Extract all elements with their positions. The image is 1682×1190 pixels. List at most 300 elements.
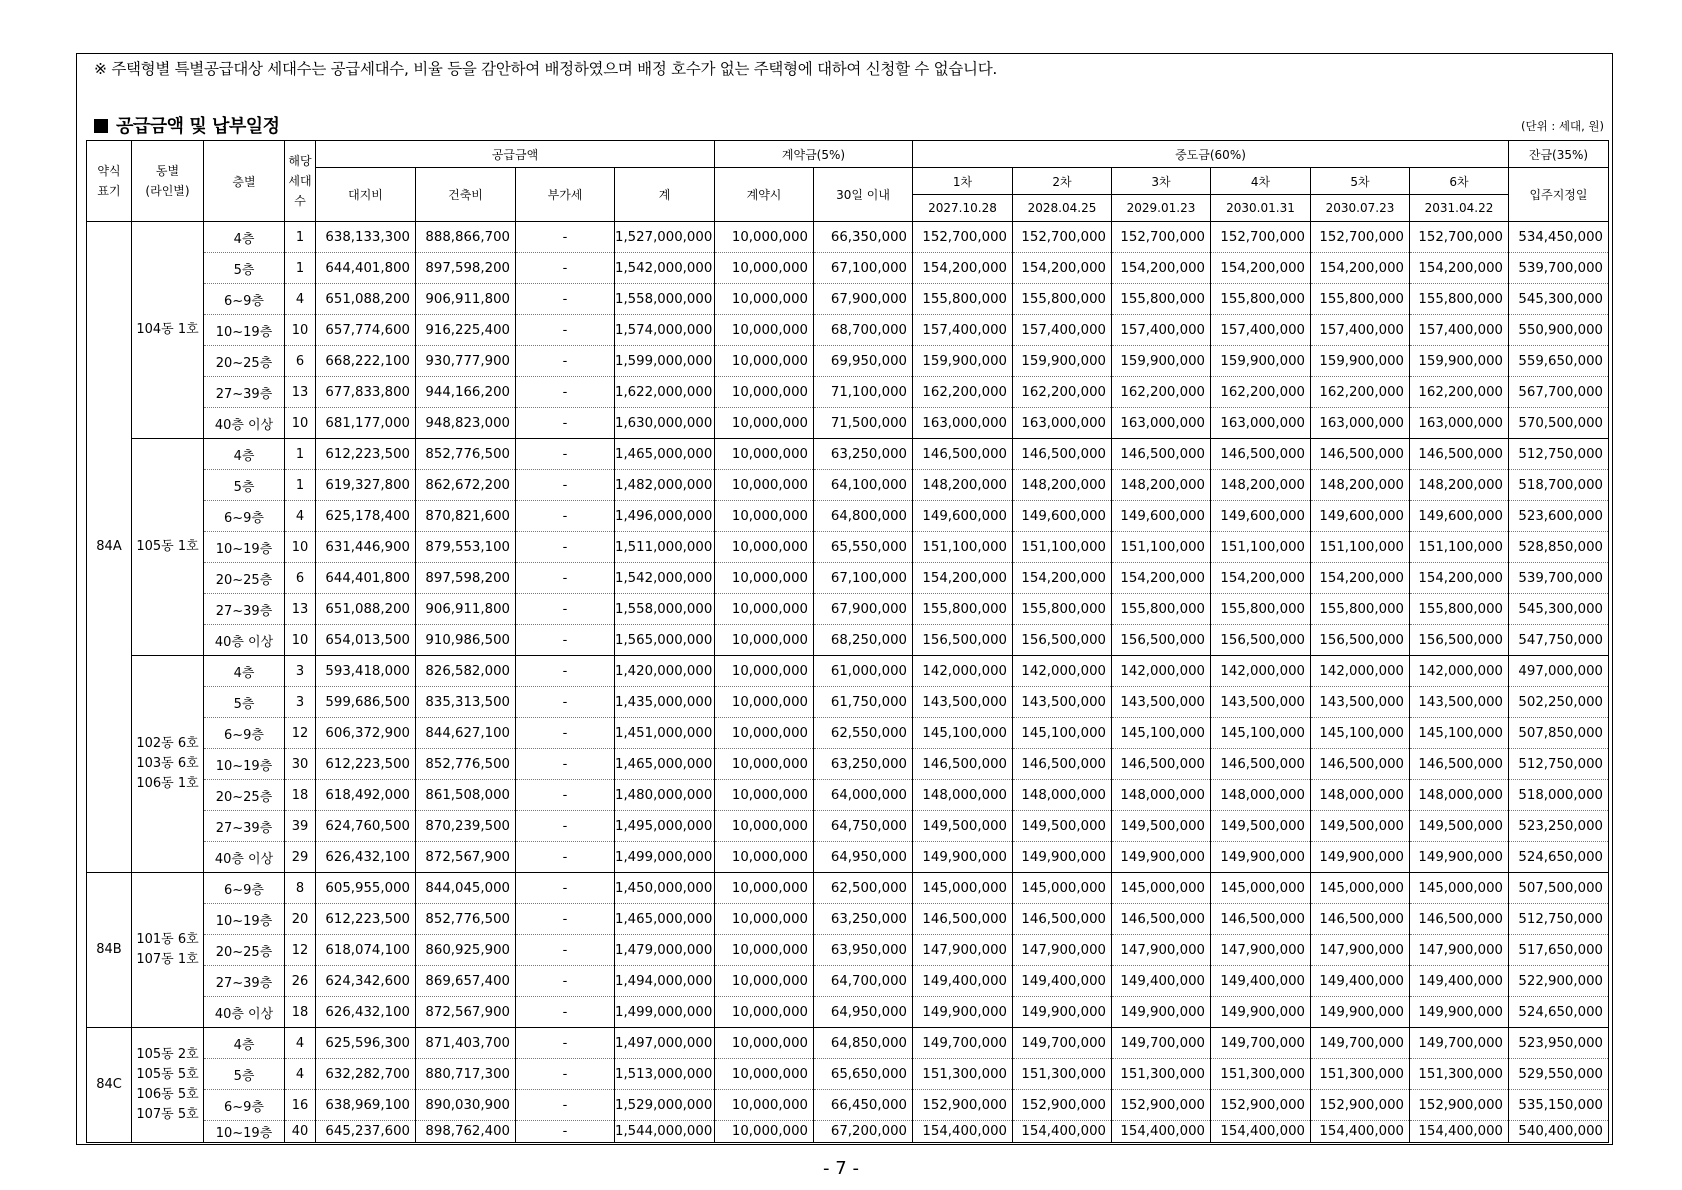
- middle-payment-cell-5: 145,000,000: [1311, 873, 1410, 904]
- total-cell: 1,450,000,000: [615, 873, 715, 904]
- balance-cell: 529,550,000: [1509, 1059, 1609, 1090]
- balance-cell: 550,900,000: [1509, 315, 1609, 346]
- middle-payment-cell-5: 151,100,000: [1311, 532, 1410, 563]
- middle-payment-cell-6: 163,000,000: [1410, 408, 1509, 439]
- middle-payment-cell-5: 155,800,000: [1311, 594, 1410, 625]
- middle-payment-cell-3: 149,600,000: [1112, 501, 1211, 532]
- table-row: [87, 718, 1609, 749]
- vat-cell: -: [516, 284, 615, 315]
- th-round-2: 2차: [1013, 168, 1112, 195]
- middle-payment-cell-4: 152,700,000: [1211, 222, 1311, 253]
- total-cell: 1,499,000,000: [615, 842, 715, 873]
- middle-payment-cell-3: 149,900,000: [1112, 997, 1211, 1028]
- vat-cell: -: [516, 997, 615, 1028]
- contract-cell: 10,000,000: [715, 904, 814, 935]
- middle-payment-cell-6: 149,600,000: [1410, 501, 1509, 532]
- table-row: [87, 1028, 1609, 1059]
- middle-payment-cell-5: 149,900,000: [1311, 842, 1410, 873]
- table-row: [87, 470, 1609, 501]
- land-cell: 644,401,800: [316, 253, 416, 284]
- middle-payment-cell-2: 157,400,000: [1013, 315, 1112, 346]
- middle-payment-cell-6: 148,200,000: [1410, 470, 1509, 501]
- table-row: [87, 222, 1609, 253]
- th-date-3: 2029.01.23: [1112, 195, 1211, 222]
- middle-payment-cell-1: 159,900,000: [913, 346, 1013, 377]
- households-cell: 40: [285, 1121, 316, 1143]
- contract-30day-cell: 63,950,000: [814, 935, 913, 966]
- land-cell: 644,401,800: [316, 563, 416, 594]
- middle-payment-cell-3: 152,900,000: [1112, 1090, 1211, 1121]
- contract-cell: 10,000,000: [715, 873, 814, 904]
- middle-payment-cell-5: 146,500,000: [1311, 749, 1410, 780]
- middle-payment-cell-4: 147,900,000: [1211, 935, 1311, 966]
- balance-cell: 522,900,000: [1509, 966, 1609, 997]
- middle-payment-cell-5: 149,600,000: [1311, 501, 1410, 532]
- table-row: [87, 966, 1609, 997]
- land-cell: 632,282,700: [316, 1059, 416, 1090]
- land-cell: 624,342,600: [316, 966, 416, 997]
- table-row: [87, 625, 1609, 656]
- building-cost-cell: 870,821,600: [416, 501, 516, 532]
- balance-cell: 570,500,000: [1509, 408, 1609, 439]
- th-floor: 층별: [204, 141, 285, 222]
- middle-payment-cell-5: 155,800,000: [1311, 284, 1410, 315]
- middle-payment-cell-3: 162,200,000: [1112, 377, 1211, 408]
- table-row: [87, 315, 1609, 346]
- vat-cell: -: [516, 1059, 615, 1090]
- square-bullet-icon: [94, 119, 108, 133]
- households-cell: 8: [285, 873, 316, 904]
- balance-cell: 559,650,000: [1509, 346, 1609, 377]
- middle-payment-cell-4: 162,200,000: [1211, 377, 1311, 408]
- middle-payment-cell-2: 154,400,000: [1013, 1121, 1112, 1143]
- middle-payment-cell-4: 149,600,000: [1211, 501, 1311, 532]
- floor-cell: 40층 이상: [204, 408, 285, 439]
- middle-payment-cell-1: 156,500,000: [913, 625, 1013, 656]
- middle-payment-cell-4: 149,700,000: [1211, 1028, 1311, 1059]
- middle-payment-cell-6: 146,500,000: [1410, 439, 1509, 470]
- building-cost-cell: 826,582,000: [416, 656, 516, 687]
- households-cell: 4: [285, 1059, 316, 1090]
- middle-payment-cell-3: 149,900,000: [1112, 842, 1211, 873]
- middle-payment-cell-4: 156,500,000: [1211, 625, 1311, 656]
- middle-payment-cell-1: 155,800,000: [913, 594, 1013, 625]
- balance-cell: 523,250,000: [1509, 811, 1609, 842]
- balance-cell: 547,750,000: [1509, 625, 1609, 656]
- th-round-1: 1차: [913, 168, 1013, 195]
- building-cost-cell: 852,776,500: [416, 904, 516, 935]
- middle-payment-cell-5: 148,200,000: [1311, 470, 1410, 501]
- balance-cell: 523,600,000: [1509, 501, 1609, 532]
- middle-payment-cell-4: 151,100,000: [1211, 532, 1311, 563]
- land-cell: 606,372,900: [316, 718, 416, 749]
- balance-cell: 523,950,000: [1509, 1028, 1609, 1059]
- price-table: [86, 140, 1609, 1143]
- vat-cell: -: [516, 811, 615, 842]
- table-row: [87, 997, 1609, 1028]
- contract-cell: 10,000,000: [715, 222, 814, 253]
- vat-cell: -: [516, 1090, 615, 1121]
- households-cell: 3: [285, 687, 316, 718]
- total-cell: 1,544,000,000: [615, 1121, 715, 1143]
- middle-payment-cell-2: 149,600,000: [1013, 501, 1112, 532]
- total-cell: 1,622,000,000: [615, 377, 715, 408]
- middle-payment-cell-5: 145,100,000: [1311, 718, 1410, 749]
- building-cost-cell: 861,508,000: [416, 780, 516, 811]
- balance-cell: 545,300,000: [1509, 594, 1609, 625]
- contract-cell: 10,000,000: [715, 439, 814, 470]
- middle-payment-cell-3: 148,200,000: [1112, 470, 1211, 501]
- contract-cell: 10,000,000: [715, 842, 814, 873]
- middle-payment-cell-4: 146,500,000: [1211, 904, 1311, 935]
- table-body: [87, 222, 1609, 1143]
- contract-cell: 10,000,000: [715, 656, 814, 687]
- middle-payment-cell-5: 142,000,000: [1311, 656, 1410, 687]
- middle-payment-cell-1: 149,400,000: [913, 966, 1013, 997]
- balance-cell: 512,750,000: [1509, 904, 1609, 935]
- total-cell: 1,542,000,000: [615, 563, 715, 594]
- contract-cell: 10,000,000: [715, 718, 814, 749]
- middle-payment-cell-3: 154,200,000: [1112, 563, 1211, 594]
- contract-cell: 10,000,000: [715, 315, 814, 346]
- floor-cell: 20~25층: [204, 935, 285, 966]
- vat-cell: -: [516, 346, 615, 377]
- middle-payment-cell-4: 151,300,000: [1211, 1059, 1311, 1090]
- land-cell: 618,074,100: [316, 935, 416, 966]
- middle-payment-cell-1: 149,500,000: [913, 811, 1013, 842]
- middle-payment-cell-1: 151,300,000: [913, 1059, 1013, 1090]
- middle-payment-cell-2: 151,300,000: [1013, 1059, 1112, 1090]
- households-cell: 1: [285, 222, 316, 253]
- contract-30day-cell: 71,100,000: [814, 377, 913, 408]
- middle-payment-cell-4: 148,000,000: [1211, 780, 1311, 811]
- middle-payment-cell-2: 151,100,000: [1013, 532, 1112, 563]
- land-cell: 657,774,600: [316, 315, 416, 346]
- contract-30day-cell: 67,100,000: [814, 563, 913, 594]
- contract-cell: 10,000,000: [715, 687, 814, 718]
- middle-payment-cell-3: 155,800,000: [1112, 594, 1211, 625]
- land-cell: 626,432,100: [316, 842, 416, 873]
- balance-cell: 528,850,000: [1509, 532, 1609, 563]
- total-cell: 1,482,000,000: [615, 470, 715, 501]
- middle-payment-cell-3: 149,400,000: [1112, 966, 1211, 997]
- building-cost-cell: 910,986,500: [416, 625, 516, 656]
- middle-payment-cell-5: 149,700,000: [1311, 1028, 1410, 1059]
- vat-cell: -: [516, 749, 615, 780]
- table-row: [87, 904, 1609, 935]
- vat-cell: -: [516, 439, 615, 470]
- middle-payment-cell-5: 147,900,000: [1311, 935, 1410, 966]
- table-row: [87, 811, 1609, 842]
- total-cell: 1,511,000,000: [615, 532, 715, 563]
- floor-cell: 10~19층: [204, 1121, 285, 1143]
- middle-payment-cell-2: 149,700,000: [1013, 1028, 1112, 1059]
- contract-cell: 10,000,000: [715, 563, 814, 594]
- floor-cell: 10~19층: [204, 532, 285, 563]
- building-cost-cell: 871,403,700: [416, 1028, 516, 1059]
- total-cell: 1,480,000,000: [615, 780, 715, 811]
- total-cell: 1,513,000,000: [615, 1059, 715, 1090]
- land-cell: 651,088,200: [316, 284, 416, 315]
- vat-cell: -: [516, 594, 615, 625]
- middle-payment-cell-1: 147,900,000: [913, 935, 1013, 966]
- th-date-6: 2031.04.22: [1410, 195, 1509, 222]
- vat-cell: -: [516, 1028, 615, 1059]
- th-date-4: 2030.01.31: [1211, 195, 1311, 222]
- middle-payment-cell-1: 148,000,000: [913, 780, 1013, 811]
- total-cell: 1,558,000,000: [615, 284, 715, 315]
- households-cell: 6: [285, 346, 316, 377]
- table-row: [87, 687, 1609, 718]
- building-cost-cell: 906,911,800: [416, 284, 516, 315]
- middle-payment-cell-1: 149,900,000: [913, 997, 1013, 1028]
- middle-payment-cell-5: 151,300,000: [1311, 1059, 1410, 1090]
- middle-payment-cell-1: 145,000,000: [913, 873, 1013, 904]
- contract-cell: 10,000,000: [715, 377, 814, 408]
- floor-cell: 20~25층: [204, 346, 285, 377]
- building-cost-cell: 916,225,400: [416, 315, 516, 346]
- building-cost-cell: 835,313,500: [416, 687, 516, 718]
- floor-cell: 4층: [204, 656, 285, 687]
- unit-label: (단위 : 세대, 원): [1520, 119, 1604, 133]
- middle-payment-cell-5: 162,200,000: [1311, 377, 1410, 408]
- middle-payment-cell-4: 154,200,000: [1211, 253, 1311, 284]
- middle-payment-cell-4: 159,900,000: [1211, 346, 1311, 377]
- households-cell: 3: [285, 656, 316, 687]
- total-cell: 1,435,000,000: [615, 687, 715, 718]
- land-cell: 625,596,300: [316, 1028, 416, 1059]
- table-row: [87, 439, 1609, 470]
- middle-payment-cell-1: 149,700,000: [913, 1028, 1013, 1059]
- building-cost-cell: 862,672,200: [416, 470, 516, 501]
- middle-payment-cell-6: 154,400,000: [1410, 1121, 1509, 1143]
- middle-payment-cell-2: 149,900,000: [1013, 842, 1112, 873]
- middle-payment-cell-2: 154,200,000: [1013, 253, 1112, 284]
- middle-payment-cell-3: 154,200,000: [1112, 253, 1211, 284]
- contract-30day-cell: 64,000,000: [814, 780, 913, 811]
- total-cell: 1,496,000,000: [615, 501, 715, 532]
- land-cell: 618,492,000: [316, 780, 416, 811]
- total-cell: 1,565,000,000: [615, 625, 715, 656]
- th-total: 계: [615, 168, 715, 222]
- middle-payment-cell-4: 155,800,000: [1211, 284, 1311, 315]
- contract-30day-cell: 64,800,000: [814, 501, 913, 532]
- middle-payment-cell-4: 148,200,000: [1211, 470, 1311, 501]
- middle-payment-cell-5: 156,500,000: [1311, 625, 1410, 656]
- contract-30day-cell: 65,650,000: [814, 1059, 913, 1090]
- middle-payment-cell-6: 152,700,000: [1410, 222, 1509, 253]
- middle-payment-cell-6: 148,000,000: [1410, 780, 1509, 811]
- contract-30day-cell: 63,250,000: [814, 749, 913, 780]
- floor-cell: 6~9층: [204, 284, 285, 315]
- middle-payment-cell-1: 146,500,000: [913, 439, 1013, 470]
- balance-cell: 540,400,000: [1509, 1121, 1609, 1143]
- table-row: [87, 1090, 1609, 1121]
- floor-cell: 40층 이상: [204, 625, 285, 656]
- middle-payment-cell-2: 146,500,000: [1013, 749, 1112, 780]
- floor-cell: 4층: [204, 1028, 285, 1059]
- contract-cell: 10,000,000: [715, 935, 814, 966]
- total-cell: 1,495,000,000: [615, 811, 715, 842]
- middle-payment-cell-3: 146,500,000: [1112, 904, 1211, 935]
- middle-payment-cell-3: 151,300,000: [1112, 1059, 1211, 1090]
- middle-payment-cell-5: 146,500,000: [1311, 439, 1410, 470]
- households-cell: 13: [285, 377, 316, 408]
- middle-payment-cell-6: 145,000,000: [1410, 873, 1509, 904]
- total-cell: 1,494,000,000: [615, 966, 715, 997]
- vat-cell: -: [516, 625, 615, 656]
- middle-payment-cell-2: 148,000,000: [1013, 780, 1112, 811]
- floor-cell: 20~25층: [204, 563, 285, 594]
- contract-cell: 10,000,000: [715, 408, 814, 439]
- middle-payment-cell-5: 152,900,000: [1311, 1090, 1410, 1121]
- middle-payment-cell-3: 149,500,000: [1112, 811, 1211, 842]
- building-cost-cell: 898,762,400: [416, 1121, 516, 1143]
- vat-cell: -: [516, 842, 615, 873]
- table-row: [87, 346, 1609, 377]
- middle-payment-cell-3: 146,500,000: [1112, 749, 1211, 780]
- contract-cell: 10,000,000: [715, 749, 814, 780]
- households-cell: 16: [285, 1090, 316, 1121]
- land-cell: 638,133,300: [316, 222, 416, 253]
- households-cell: 10: [285, 625, 316, 656]
- contract-cell: 10,000,000: [715, 780, 814, 811]
- middle-payment-cell-2: 142,000,000: [1013, 656, 1112, 687]
- table-row: [87, 253, 1609, 284]
- building-cost-cell: 948,823,000: [416, 408, 516, 439]
- contract-cell: 10,000,000: [715, 966, 814, 997]
- vat-cell: -: [516, 718, 615, 749]
- floor-cell: 40층 이상: [204, 842, 285, 873]
- contract-30day-cell: 67,900,000: [814, 284, 913, 315]
- middle-payment-cell-6: 143,500,000: [1410, 687, 1509, 718]
- households-cell: 20: [285, 904, 316, 935]
- total-cell: 1,529,000,000: [615, 1090, 715, 1121]
- building-cost-cell: 930,777,900: [416, 346, 516, 377]
- floor-cell: 4층: [204, 439, 285, 470]
- middle-payment-cell-1: 143,500,000: [913, 687, 1013, 718]
- middle-payment-cell-4: 146,500,000: [1211, 749, 1311, 780]
- th-balance-date: 입주지정일: [1509, 168, 1609, 222]
- contract-30day-cell: 67,100,000: [814, 253, 913, 284]
- building-cost-cell: 844,627,100: [416, 718, 516, 749]
- middle-payment-cell-3: 159,900,000: [1112, 346, 1211, 377]
- balance-cell: 497,000,000: [1509, 656, 1609, 687]
- middle-payment-cell-6: 149,400,000: [1410, 966, 1509, 997]
- middle-payment-cell-4: 152,900,000: [1211, 1090, 1311, 1121]
- middle-payment-cell-4: 143,500,000: [1211, 687, 1311, 718]
- building-cost-cell: 880,717,300: [416, 1059, 516, 1090]
- floor-cell: 4층: [204, 222, 285, 253]
- middle-payment-cell-2: 145,100,000: [1013, 718, 1112, 749]
- contract-30day-cell: 61,750,000: [814, 687, 913, 718]
- middle-payment-cell-5: 148,000,000: [1311, 780, 1410, 811]
- land-cell: 612,223,500: [316, 749, 416, 780]
- vat-cell: -: [516, 966, 615, 997]
- vat-cell: -: [516, 656, 615, 687]
- contract-30day-cell: 64,950,000: [814, 997, 913, 1028]
- th-round-4: 4차: [1211, 168, 1311, 195]
- table-row: [87, 284, 1609, 315]
- middle-payment-cell-4: 146,500,000: [1211, 439, 1311, 470]
- middle-payment-cell-6: 151,100,000: [1410, 532, 1509, 563]
- table-row: [87, 408, 1609, 439]
- table-row: [87, 563, 1609, 594]
- balance-cell: 534,450,000: [1509, 222, 1609, 253]
- contract-30day-cell: 61,000,000: [814, 656, 913, 687]
- middle-payment-cell-3: 143,500,000: [1112, 687, 1211, 718]
- vat-cell: -: [516, 1121, 615, 1143]
- th-supply-group: 공급금액: [316, 141, 715, 168]
- building-cost-cell: 860,925,900: [416, 935, 516, 966]
- households-cell: 12: [285, 718, 316, 749]
- type-cell: 84B: [87, 873, 132, 1028]
- building-line-cell: 104동 1호: [132, 222, 204, 439]
- balance-cell: 507,850,000: [1509, 718, 1609, 749]
- contract-30day-cell: 64,950,000: [814, 842, 913, 873]
- middle-payment-cell-6: 145,100,000: [1410, 718, 1509, 749]
- land-cell: 612,223,500: [316, 904, 416, 935]
- middle-payment-cell-5: 152,700,000: [1311, 222, 1410, 253]
- households-cell: 29: [285, 842, 316, 873]
- balance-cell: 524,650,000: [1509, 997, 1609, 1028]
- total-cell: 1,479,000,000: [615, 935, 715, 966]
- middle-payment-cell-3: 155,800,000: [1112, 284, 1211, 315]
- page-number: - 7 -: [823, 1158, 859, 1179]
- building-cost-cell: 872,567,900: [416, 997, 516, 1028]
- middle-payment-cell-6: 147,900,000: [1410, 935, 1509, 966]
- th-within30: 30일 이내: [814, 168, 913, 222]
- middle-payment-cell-3: 149,700,000: [1112, 1028, 1211, 1059]
- balance-cell: 517,650,000: [1509, 935, 1609, 966]
- land-cell: 631,446,900: [316, 532, 416, 563]
- middle-payment-cell-2: 155,800,000: [1013, 594, 1112, 625]
- vat-cell: -: [516, 532, 615, 563]
- land-cell: 645,237,600: [316, 1121, 416, 1143]
- vat-cell: -: [516, 935, 615, 966]
- contract-30day-cell: 69,950,000: [814, 346, 913, 377]
- land-cell: 599,686,500: [316, 687, 416, 718]
- vat-cell: -: [516, 470, 615, 501]
- building-cost-cell: 944,166,200: [416, 377, 516, 408]
- contract-30day-cell: 64,850,000: [814, 1028, 913, 1059]
- middle-payment-cell-5: 149,500,000: [1311, 811, 1410, 842]
- floor-cell: 27~39층: [204, 594, 285, 625]
- households-cell: 1: [285, 253, 316, 284]
- table-row: [87, 780, 1609, 811]
- building-cost-cell: 852,776,500: [416, 439, 516, 470]
- th-round-5: 5차: [1311, 168, 1410, 195]
- floor-cell: 27~39층: [204, 966, 285, 997]
- middle-payment-cell-1: 155,800,000: [913, 284, 1013, 315]
- households-cell: 1: [285, 439, 316, 470]
- table-row: [87, 501, 1609, 532]
- middle-payment-cell-2: 147,900,000: [1013, 935, 1112, 966]
- vat-cell: -: [516, 408, 615, 439]
- middle-payment-cell-2: 149,500,000: [1013, 811, 1112, 842]
- households-cell: 13: [285, 594, 316, 625]
- land-cell: 638,969,100: [316, 1090, 416, 1121]
- building-cost-cell: 888,866,700: [416, 222, 516, 253]
- balance-cell: 518,000,000: [1509, 780, 1609, 811]
- th-round-6: 6차: [1410, 168, 1509, 195]
- middle-payment-cell-5: 146,500,000: [1311, 904, 1410, 935]
- total-cell: 1,465,000,000: [615, 749, 715, 780]
- land-cell: 625,178,400: [316, 501, 416, 532]
- total-cell: 1,599,000,000: [615, 346, 715, 377]
- middle-payment-cell-2: 143,500,000: [1013, 687, 1112, 718]
- table-row: [87, 935, 1609, 966]
